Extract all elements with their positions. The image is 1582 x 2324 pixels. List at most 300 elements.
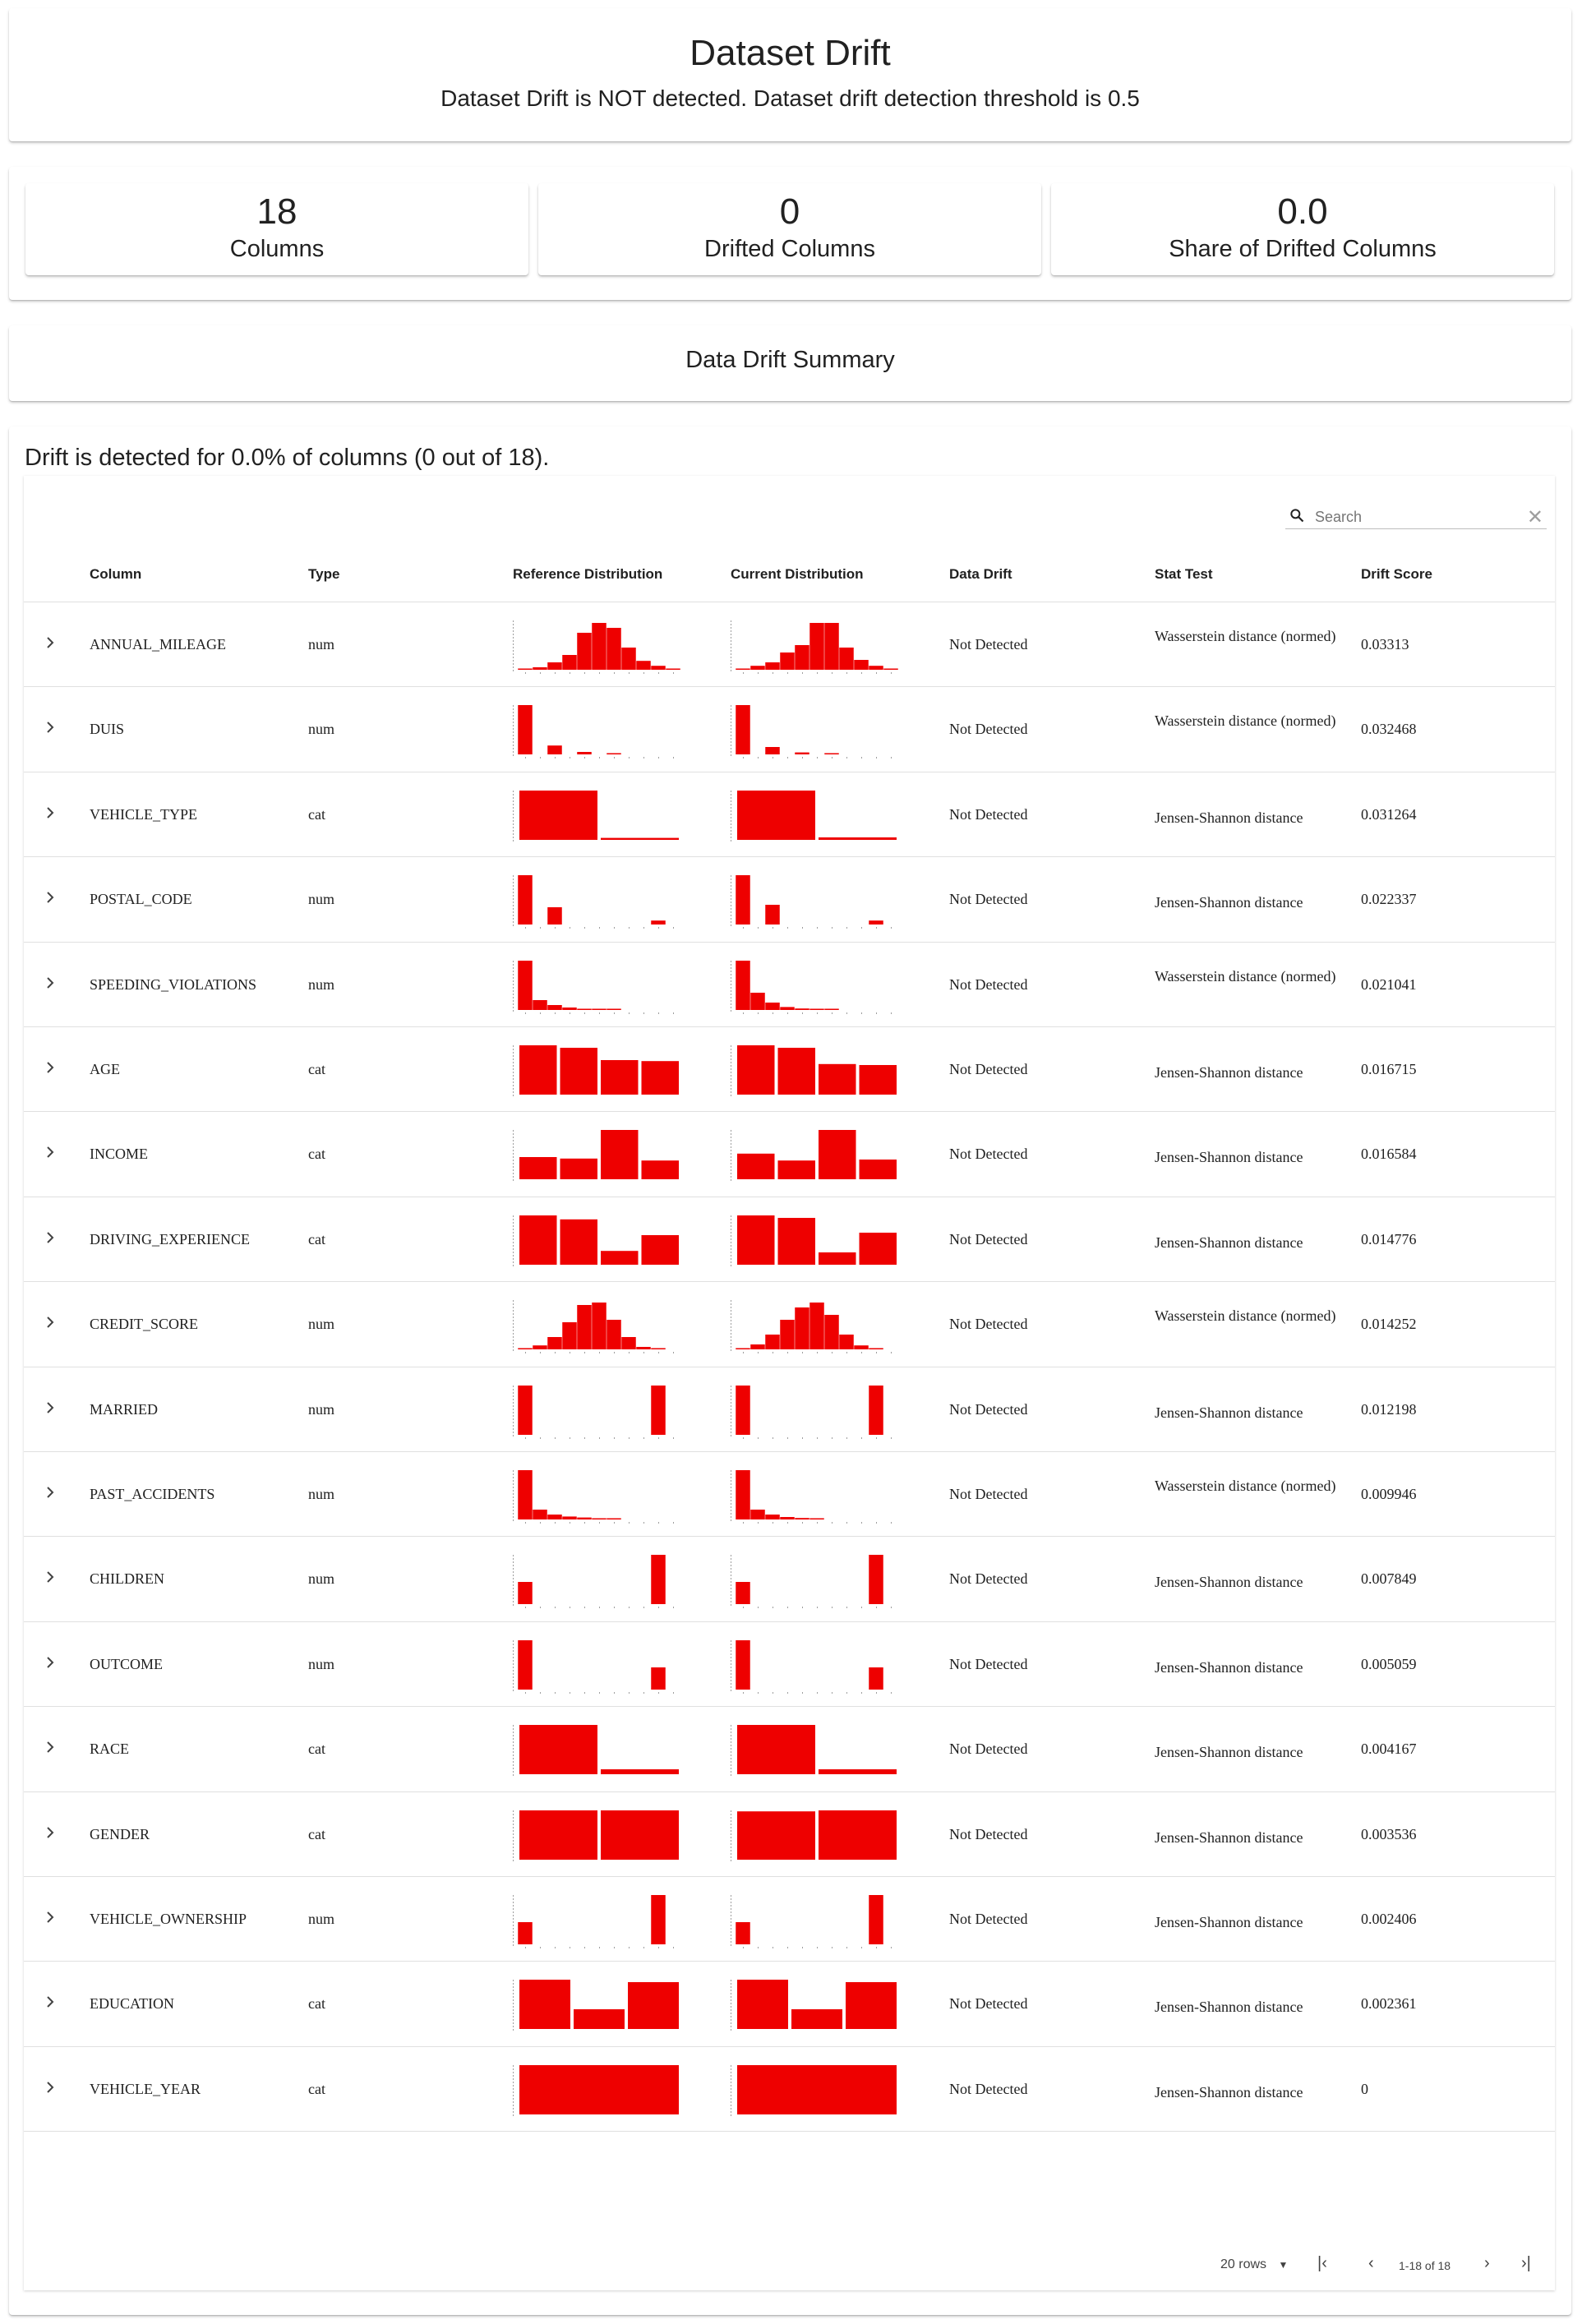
column-type: num xyxy=(308,1486,335,1502)
histogram-bar xyxy=(547,1005,562,1010)
histogram-bar xyxy=(601,1060,639,1095)
drift-score: 0 xyxy=(1361,2080,1368,2097)
reference-distribution-chart xyxy=(511,2057,685,2123)
reference-distribution-chart xyxy=(511,697,685,763)
stat-label: Share of Drifted Columns xyxy=(1169,236,1437,262)
data-drift-status: Not Detected xyxy=(949,721,1028,738)
reference-distribution-chart xyxy=(511,1802,685,1868)
reference-distribution-chart xyxy=(511,782,685,848)
histogram-bar xyxy=(819,1769,897,1774)
histogram-bar xyxy=(765,662,780,670)
stat-test: Jensen-Shannon distance xyxy=(1155,809,1303,826)
histogram-bar xyxy=(736,1386,750,1435)
histogram-bar xyxy=(607,754,621,755)
table-row[interactable] xyxy=(24,1197,1555,1282)
histogram-bar xyxy=(577,1518,592,1519)
histogram-bar xyxy=(736,961,750,1010)
data-drift-status: Not Detected xyxy=(949,1230,1028,1247)
histogram-bar xyxy=(666,669,680,671)
stat-test: Wasserstein distance (normed) xyxy=(1155,712,1336,730)
histogram-bar xyxy=(778,1048,816,1095)
histogram-bar xyxy=(651,1386,666,1435)
histogram-bar xyxy=(577,1008,592,1010)
column-name: DRIVING_EXPERIENCE xyxy=(90,1230,250,1247)
histogram-bar xyxy=(824,1008,839,1010)
histogram-bar xyxy=(518,1349,533,1350)
histogram-bar xyxy=(562,1516,577,1519)
data-drift-status: Not Detected xyxy=(949,636,1028,652)
drift-score: 0.003536 xyxy=(1361,1825,1417,1842)
histogram-bar xyxy=(737,1980,788,2029)
chevron-right-icon[interactable] xyxy=(42,1824,58,1842)
histogram-bar xyxy=(780,652,795,670)
histogram-bar xyxy=(846,1982,897,2029)
drift-status-text: Dataset Drift is NOT detected. Dataset drift detection threshold is 0.5 xyxy=(440,85,1140,111)
table-row[interactable] xyxy=(24,2046,1555,2132)
histogram-bar xyxy=(736,1470,750,1519)
histogram-bar xyxy=(636,661,651,670)
histogram-bar xyxy=(577,633,592,670)
histogram-bar xyxy=(765,1003,780,1010)
histogram-bar xyxy=(736,875,750,925)
histogram-bar xyxy=(601,837,679,839)
chevron-right-icon[interactable] xyxy=(42,804,58,822)
drift-table xyxy=(24,476,1555,2290)
histogram-bar xyxy=(750,993,765,1010)
data-drift-status: Not Detected xyxy=(949,891,1028,908)
histogram-bar xyxy=(809,1303,824,1349)
chevron-right-icon[interactable] xyxy=(42,1483,58,1501)
histogram-bar xyxy=(778,1161,816,1180)
histogram-bar xyxy=(642,1061,680,1095)
histogram-bar xyxy=(519,1980,570,2029)
current-distribution-chart xyxy=(729,867,903,933)
histogram-bar xyxy=(839,648,854,670)
stat-test: Jensen-Shannon distance xyxy=(1155,1574,1303,1591)
histogram-bar xyxy=(651,1349,666,1350)
histogram-bar xyxy=(519,1215,557,1265)
stat-value: 0 xyxy=(779,191,800,232)
histogram-bar xyxy=(765,905,780,925)
stat-test: Jensen-Shannon distance xyxy=(1155,1744,1303,1761)
drift-score: 0.031264 xyxy=(1361,805,1417,823)
column-type: num xyxy=(308,1655,335,1672)
current-distribution-chart xyxy=(729,2057,903,2123)
column-name: CHILDREN xyxy=(90,1570,164,1588)
histogram-bar xyxy=(519,1157,557,1179)
histogram-bar xyxy=(547,746,562,755)
reference-distribution-chart xyxy=(511,1292,685,1358)
stat-columns xyxy=(25,183,528,275)
current-distribution-chart xyxy=(729,782,903,848)
histogram-bar xyxy=(795,1518,809,1519)
histogram-bar xyxy=(560,1048,598,1095)
histogram-bar xyxy=(621,648,636,670)
histogram-bar xyxy=(636,1347,651,1349)
stat-value: 0.0 xyxy=(1277,191,1328,232)
drift-score: 0.002361 xyxy=(1361,1995,1417,2013)
histogram-bar xyxy=(607,628,621,670)
drift-summary-text: Drift is detected for 0.0% of columns (0 out of 18). xyxy=(25,445,550,471)
data-drift-status: Not Detected xyxy=(949,1825,1028,1842)
histogram-bar xyxy=(651,1895,666,1944)
histogram-bar xyxy=(750,1510,765,1519)
next-page-icon[interactable]: › xyxy=(1484,2254,1490,2272)
header-column[interactable]: Column xyxy=(90,566,142,582)
histogram-bar xyxy=(601,1130,639,1179)
histogram-bar xyxy=(860,1233,897,1265)
column-type: num xyxy=(308,975,335,993)
drift-score: 0.009946 xyxy=(1361,1486,1417,1502)
current-distribution-chart xyxy=(729,1122,903,1187)
column-type: cat xyxy=(308,1061,325,1077)
chevron-right-icon[interactable] xyxy=(42,1653,58,1672)
table-row[interactable] xyxy=(24,1536,1555,1621)
data-drift-status: Not Detected xyxy=(949,2080,1028,2097)
data-drift-status: Not Detected xyxy=(949,1400,1028,1418)
data-drift-status: Not Detected xyxy=(949,1316,1028,1333)
column-name: EDUCATION xyxy=(90,1995,174,2013)
header-drift-score[interactable]: Drift Score xyxy=(1361,566,1432,582)
histogram-bar xyxy=(547,1515,562,1519)
histogram-bar xyxy=(824,623,839,670)
column-type: cat xyxy=(308,1741,325,1758)
histogram-bar xyxy=(651,920,666,925)
histogram-bar xyxy=(519,1810,597,1860)
current-distribution-chart xyxy=(729,952,903,1018)
stat-test: Jensen-Shannon distance xyxy=(1155,1999,1303,2016)
column-type: num xyxy=(308,891,335,908)
drift-score: 0.03313 xyxy=(1361,636,1409,652)
histogram-bar xyxy=(533,1345,547,1349)
column-name: INCOME xyxy=(90,1146,148,1163)
reference-distribution-chart xyxy=(511,1037,685,1103)
histogram-bar xyxy=(601,1251,639,1265)
chevron-right-icon[interactable] xyxy=(42,2078,58,2096)
current-distribution-chart xyxy=(729,1292,903,1358)
summary-title-card xyxy=(9,325,1571,401)
last-page-icon[interactable]: ›| xyxy=(1521,2254,1531,2272)
stat-test: Wasserstein distance (normed) xyxy=(1155,967,1336,984)
histogram-bar xyxy=(795,753,809,754)
current-distribution-chart xyxy=(729,1462,903,1528)
chevron-right-icon[interactable] xyxy=(42,974,58,992)
stat-label: Drifted Columns xyxy=(704,236,875,262)
histogram-bar xyxy=(736,705,750,754)
table-row[interactable] xyxy=(24,686,1555,772)
current-distribution-chart xyxy=(729,1717,903,1782)
histogram-bar xyxy=(736,1349,750,1350)
histogram-bar xyxy=(737,1215,775,1265)
rows-per-page-label: 20 rows xyxy=(1220,2257,1267,2271)
histogram-bar xyxy=(533,1510,547,1519)
histogram-bar xyxy=(839,1335,854,1349)
header-type[interactable]: Type xyxy=(308,566,340,582)
stat-drifted-columns xyxy=(538,183,1041,275)
drift-score: 0.005059 xyxy=(1361,1655,1417,1672)
drift-score: 0.022337 xyxy=(1361,891,1417,908)
histogram-bar xyxy=(651,1555,666,1604)
histogram-bar xyxy=(736,1922,750,1944)
histogram-bar xyxy=(765,1335,780,1349)
table-row[interactable] xyxy=(24,1791,1555,1877)
histogram-bar xyxy=(737,1154,775,1179)
histogram-bar xyxy=(737,2065,897,2114)
search-field[interactable] xyxy=(1285,505,1547,529)
histogram-bar xyxy=(560,1159,598,1179)
chevron-right-icon[interactable] xyxy=(42,888,58,906)
histogram-bar xyxy=(518,705,533,754)
data-drift-status: Not Detected xyxy=(949,1061,1028,1077)
histogram-bar xyxy=(628,1982,679,2029)
page-title: Dataset Drift xyxy=(690,33,891,73)
chevron-right-icon[interactable] xyxy=(42,1908,58,1926)
column-name: POSTAL_CODE xyxy=(90,891,192,908)
drift-score: 0.021041 xyxy=(1361,975,1417,993)
column-name: GENDER xyxy=(90,1825,150,1842)
stats-card xyxy=(9,167,1571,300)
chevron-right-icon[interactable] xyxy=(42,634,58,652)
data-drift-status: Not Detected xyxy=(949,1486,1028,1502)
histogram-bar xyxy=(819,1252,856,1265)
current-distribution-chart xyxy=(729,1632,903,1698)
histogram-bar xyxy=(791,2009,842,2029)
column-type: cat xyxy=(308,1995,325,2013)
stat-test: Wasserstein distance (normed) xyxy=(1155,1307,1336,1325)
histogram-bar xyxy=(519,2065,679,2114)
histogram-bar xyxy=(547,907,562,925)
column-type: num xyxy=(308,1316,335,1333)
divider xyxy=(24,2131,1555,2132)
histogram-bar xyxy=(869,1349,883,1350)
chevron-right-icon[interactable] xyxy=(42,1058,58,1077)
histogram-bar xyxy=(854,1345,869,1349)
drift-score: 0.012198 xyxy=(1361,1400,1417,1418)
drift-score: 0.016715 xyxy=(1361,1061,1417,1077)
column-name: VEHICLE_TYPE xyxy=(90,805,197,823)
histogram-bar xyxy=(824,1315,839,1349)
chevron-right-icon[interactable] xyxy=(42,1993,58,2011)
reference-distribution-chart xyxy=(511,1887,685,1953)
drift-score: 0.004167 xyxy=(1361,1741,1417,1758)
histogram-bar xyxy=(601,1769,679,1774)
histogram-bar xyxy=(607,1519,621,1520)
histogram-bar xyxy=(607,1008,621,1010)
data-drift-status: Not Detected xyxy=(949,1146,1028,1163)
stat-test: Jensen-Shannon distance xyxy=(1155,1658,1303,1676)
stat-test: Jensen-Shannon distance xyxy=(1155,1064,1303,1081)
reference-distribution-chart xyxy=(511,1632,685,1698)
header-reference-distribution[interactable]: Reference Distribution xyxy=(513,566,663,582)
histogram-bar xyxy=(737,1725,815,1774)
histogram-bar xyxy=(780,1007,795,1010)
reference-distribution-chart xyxy=(511,952,685,1018)
histogram-bar xyxy=(795,645,809,670)
stat-test: Jensen-Shannon distance xyxy=(1155,1149,1303,1166)
column-name: RACE xyxy=(90,1741,130,1758)
table-row[interactable] xyxy=(24,856,1555,942)
histogram-bar xyxy=(824,754,839,755)
table-row[interactable] xyxy=(24,1111,1555,1197)
chevron-right-icon[interactable] xyxy=(42,1738,58,1756)
prev-page-icon[interactable]: ‹ xyxy=(1368,2254,1374,2272)
chevron-down-icon: ▼ xyxy=(1278,2259,1289,2271)
histogram-bar xyxy=(883,669,898,671)
reference-distribution-chart xyxy=(511,1377,685,1443)
histogram-bar xyxy=(736,669,750,671)
header-current-distribution[interactable]: Current Distribution xyxy=(731,566,864,582)
table-row[interactable] xyxy=(24,1367,1555,1452)
drift-score: 0.032468 xyxy=(1361,721,1417,738)
histogram-bar xyxy=(765,747,780,754)
column-name: DUIS xyxy=(90,721,125,738)
drift-score: 0.007849 xyxy=(1361,1570,1417,1588)
chevron-right-icon[interactable] xyxy=(42,1229,58,1247)
histogram-bar xyxy=(518,1582,533,1604)
drift-score: 0.016584 xyxy=(1361,1146,1417,1163)
histogram-bar xyxy=(795,1008,809,1010)
histogram-bar xyxy=(519,1045,557,1095)
reference-distribution-chart xyxy=(511,1971,685,2037)
column-type: num xyxy=(308,636,335,652)
column-type: cat xyxy=(308,1146,325,1163)
column-name: SPEEDING_VIOLATIONS xyxy=(90,975,256,993)
current-distribution-chart xyxy=(729,612,903,678)
histogram-bar xyxy=(533,1000,547,1010)
histogram-bar xyxy=(860,1065,897,1095)
header-stat-test[interactable]: Stat Test xyxy=(1155,566,1213,582)
column-name: ANNUAL_MILEAGE xyxy=(90,636,226,652)
stat-test: Jensen-Shannon distance xyxy=(1155,1828,1303,1846)
table-row[interactable] xyxy=(24,1026,1555,1112)
stat-test: Jensen-Shannon distance xyxy=(1155,894,1303,911)
histogram-bar xyxy=(869,1386,883,1435)
histogram-bar xyxy=(819,1130,856,1179)
histogram-bar xyxy=(780,1320,795,1349)
table-row[interactable] xyxy=(24,1621,1555,1707)
stat-test: Wasserstein distance (normed) xyxy=(1155,628,1336,644)
current-distribution-chart xyxy=(729,1547,903,1612)
histogram-bar xyxy=(736,1640,750,1690)
histogram-bar xyxy=(518,961,533,1010)
stat-test: Jensen-Shannon distance xyxy=(1155,2083,1303,2100)
histogram-bar xyxy=(518,875,533,925)
histogram-bar xyxy=(519,1725,597,1774)
chevron-right-icon[interactable] xyxy=(42,1143,58,1161)
table-row[interactable] xyxy=(24,1281,1555,1367)
histogram-bar xyxy=(737,1811,815,1860)
histogram-bar xyxy=(819,1810,897,1860)
histogram-bar xyxy=(737,791,815,840)
histogram-bar xyxy=(778,1218,816,1265)
column-name: VEHICLE_OWNERSHIP xyxy=(90,1911,247,1927)
clear-icon[interactable]: ✕ xyxy=(1526,506,1543,528)
stat-label: Columns xyxy=(229,236,325,262)
histogram-bar xyxy=(518,1922,533,1944)
reference-distribution-chart xyxy=(511,1717,685,1782)
stat-test: Jensen-Shannon distance xyxy=(1155,1233,1303,1251)
data-drift-status: Not Detected xyxy=(949,975,1028,993)
current-distribution-chart xyxy=(729,1802,903,1868)
data-drift-status: Not Detected xyxy=(949,1570,1028,1588)
histogram-bar xyxy=(601,1810,679,1860)
section-title: Data Drift Summary xyxy=(685,347,895,373)
histogram-bar xyxy=(592,623,607,670)
rows-per-page-select[interactable] xyxy=(1220,2257,1288,2272)
histogram-bar xyxy=(562,1008,577,1010)
stat-test: Jensen-Shannon distance xyxy=(1155,1914,1303,1930)
histogram-bar xyxy=(562,1322,577,1349)
histogram-bar xyxy=(819,1064,856,1095)
table-row[interactable] xyxy=(24,1451,1555,1537)
column-type: cat xyxy=(308,2080,325,2097)
reference-distribution-chart xyxy=(511,1462,685,1528)
table-row[interactable] xyxy=(24,1961,1555,2046)
chevron-right-icon[interactable] xyxy=(42,1399,58,1417)
table-row[interactable] xyxy=(24,772,1555,857)
column-type: num xyxy=(308,721,335,738)
current-distribution-chart xyxy=(729,697,903,763)
search-input[interactable] xyxy=(1313,505,1514,528)
histogram-bar xyxy=(860,1160,897,1179)
histogram-bar xyxy=(547,1337,562,1349)
histogram-bar xyxy=(547,662,562,670)
column-type: cat xyxy=(308,805,325,823)
histogram-bar xyxy=(795,1307,809,1349)
histogram-bar xyxy=(560,1220,598,1265)
first-page-icon[interactable]: |‹ xyxy=(1317,2254,1327,2272)
chevron-right-icon[interactable] xyxy=(42,1313,58,1331)
histogram-bar xyxy=(869,1895,883,1944)
histogram-bar xyxy=(562,655,577,670)
histogram-bar xyxy=(607,1320,621,1349)
current-distribution-chart xyxy=(729,1037,903,1103)
histogram-bar xyxy=(533,667,547,670)
chevron-right-icon[interactable] xyxy=(42,1568,58,1586)
histogram-bar xyxy=(642,1161,680,1180)
histogram-bar xyxy=(869,666,883,670)
chevron-right-icon[interactable] xyxy=(42,718,58,736)
data-drift-status: Not Detected xyxy=(949,1655,1028,1672)
histogram-bar xyxy=(809,1519,824,1520)
current-distribution-chart xyxy=(729,1207,903,1273)
histogram-bar xyxy=(592,1008,607,1010)
histogram-bar xyxy=(577,752,592,754)
table-row[interactable] xyxy=(24,1876,1555,1962)
current-distribution-chart xyxy=(729,1971,903,2037)
histogram-bar xyxy=(780,1517,795,1519)
table-row[interactable] xyxy=(24,942,1555,1027)
histogram-bar xyxy=(518,1640,533,1690)
table-row[interactable] xyxy=(24,602,1555,687)
stat-value: 18 xyxy=(256,191,297,232)
column-type: cat xyxy=(308,1230,325,1247)
histogram-bar xyxy=(750,1344,765,1349)
histogram-bar xyxy=(750,666,765,670)
histogram-bar xyxy=(651,666,666,670)
histogram-bar xyxy=(577,1305,592,1349)
drift-score: 0.014252 xyxy=(1361,1316,1417,1333)
histogram-bar xyxy=(651,1667,666,1690)
column-type: num xyxy=(308,1911,335,1927)
search-icon xyxy=(1289,507,1305,523)
table-row[interactable] xyxy=(24,1706,1555,1791)
reference-distribution-chart xyxy=(511,1122,685,1187)
pagination xyxy=(24,2251,1555,2284)
column-name: VEHICLE_YEAR xyxy=(90,2080,201,2097)
header-data-drift[interactable]: Data Drift xyxy=(949,566,1012,582)
column-name: PAST_ACCIDENTS xyxy=(90,1486,215,1502)
